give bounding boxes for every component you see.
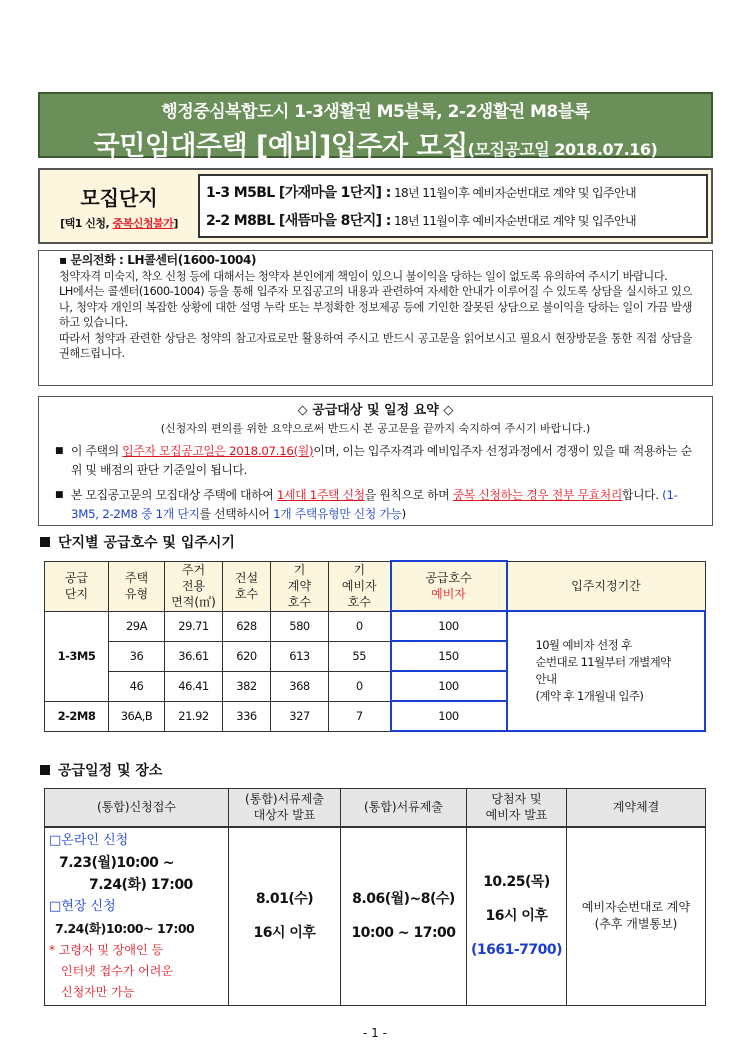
bullet-icon: ■ — [55, 490, 64, 500]
cell-complex: 2-2M8 — [45, 701, 109, 731]
cell-reserve: 55 — [329, 641, 391, 671]
cell-type: 29A — [109, 611, 165, 641]
cell-area: 46.41 — [165, 671, 223, 701]
cell-doc-submit: 8.06(월)~8(수) 10:00 ~ 17:00 — [341, 827, 467, 1006]
cell-reserve: 7 — [329, 701, 391, 731]
table-header-row — [45, 789, 706, 827]
summary-subtitle: (신청자의 편의를 위한 요약으로써 반드시 본 공고문을 끝까지 숙지하여 주시기 바랍니다.) — [160, 422, 591, 435]
contact-phone: ▪ 문의전화 : LH콜센터(1600-1004) — [59, 253, 257, 267]
cell-area: 36.61 — [165, 641, 223, 671]
notice-paragraph: LH에서는 콜센터(1600-1004) 등을 통해 입주자 모집공고의 내용과 관련하여 자세한 안내가 이루어질 수 있도록 상담을 실시하고 있으나, 청약자 개인의 복잡한 상황에 대한 설명 누락 또는 부정확한 정보제공 등에 기인한 잘못된 상담으로 불이익을 당하는 일이 가끔 발생하고 있습니다. — [59, 285, 692, 329]
col-header: 기 예비자 호수 — [329, 561, 391, 611]
col-header: (통합)서류제출 대상자 발표 — [229, 789, 341, 827]
summary-item: ■ 본 모집공고문의 모집대상 주택에 대하여 1세대 1주택 신청을 원칙으로 하며 중복 신청하는 경우 전부 무효처리합니다. (1-3M5, 2-2M8 중 1개 단지를 선택하시어 1개 주택유형만 신청 가능) — [55, 488, 678, 521]
col-header: 계약체결 — [567, 789, 706, 827]
col-header-supply: 공급호수 예비자 — [391, 561, 507, 611]
cell-type: 36 — [109, 641, 165, 671]
page-title: 국민임대주택 [예비]입주자 모집 — [93, 131, 468, 162]
complex-row: 2-2 M8BL [새뜸마을 8단지] : 18년 11월이후 예비자순번대로 계약 및 입주안내 — [206, 213, 637, 229]
title-line1: 행정중심복합도시 1-3생활권 M5블록, 2-2생활권 M8블록 — [161, 102, 590, 122]
contact-notice — [38, 250, 713, 386]
table-header-row — [45, 561, 706, 611]
complex-list — [198, 174, 708, 238]
section-title-schedule: 공급일정 및 장소 — [40, 760, 162, 780]
page-number: - 1 - — [363, 1026, 387, 1040]
col-header: 입주지정기간 — [507, 561, 706, 611]
title-line2 — [40, 124, 711, 163]
bullet-icon: ■ — [55, 446, 64, 456]
square-bullet-icon — [40, 765, 50, 775]
complex-label — [40, 170, 198, 242]
cell-supply: 100 — [391, 671, 507, 701]
cell-built: 336 — [223, 701, 271, 731]
table-row — [45, 827, 706, 1006]
summary-item: ■ 이 주택의 입주자 모집공고일은 2018.07.16(월)이며, 이는 입주자격과 예비입주자 선정과정에서 경쟁이 있을 때 적용하는 순위 및 배점의 판단 기준일이 됩니다. — [55, 444, 692, 477]
cell-built: 620 — [223, 641, 271, 671]
cell-type: 46 — [109, 671, 165, 701]
col-header: (통합)서류제출 — [341, 789, 467, 827]
cell-contracted: 368 — [271, 671, 329, 701]
title-banner — [38, 92, 713, 162]
cell-doc-announce: 8.01(수) 16시 이후 — [229, 827, 341, 1006]
square-bullet-icon — [40, 537, 50, 547]
cell-contract: 예비자순번대로 계약 (추후 개별통보) — [567, 827, 706, 1006]
complex-label-note: [택1 신청, 중복신청불가] — [60, 217, 178, 230]
col-header: 공급 단지 — [45, 561, 109, 611]
cell-complex: 1-3M5 — [45, 611, 109, 701]
cell-contracted: 580 — [271, 611, 329, 641]
cell-supply: 100 — [391, 701, 507, 731]
col-header: 주택 유형 — [109, 561, 165, 611]
cell-movein: 10월 예비자 선정 후 순번대로 11월부터 개별계약 안내 (계약 후 1개월내 입주) — [507, 611, 706, 731]
notice-paragraph: 따라서 청약과 관련한 상담은 청약의 참고자료로만 활용하여 주시고 반드시 공고문을 읽어보시고 필요시 현장방문을 통한 직접 상담을 권해드립니다. — [59, 331, 692, 360]
cell-apply: □온라인 신청 7.23(월)10:00 ~ 7.24(화) 17:00 □현장 신청 7.24(화)10:00~ 17:00 * 고령자 및 장애인 등 인터넷 접수가 어려운 신청자만 가능 — [45, 827, 229, 1006]
col-header: 기 계약 호수 — [271, 561, 329, 611]
col-header: 건설 호수 — [223, 561, 271, 611]
cell-area: 21.92 — [165, 701, 223, 731]
complex-box — [38, 168, 713, 244]
cell-area: 29.71 — [165, 611, 223, 641]
cell-built: 382 — [223, 671, 271, 701]
summary-title: ◇ 공급대상 및 일정 요약 ◇ — [297, 403, 454, 418]
col-header: 주거 전용 면적(㎡) — [165, 561, 223, 611]
col-header: (통합)신청접수 — [45, 789, 229, 827]
cell-built: 628 — [223, 611, 271, 641]
notice-paragraph: 청약자격 미숙지, 착오 신청 등에 대해서는 청약자 본인에게 책임이 있으니 불이익을 당하는 일이 없도록 유의하여 주시기 바랍니다. — [59, 269, 668, 283]
cell-supply: 150 — [391, 641, 507, 671]
cell-reserve: 0 — [329, 671, 391, 701]
table-row — [45, 611, 706, 641]
cell-contracted: 613 — [271, 641, 329, 671]
col-header: 당첨자 및 예비자 발표 — [467, 789, 567, 827]
complex-row: 1-3 M5BL [가재마을 1단지] : 18년 11월이후 예비자순번대로 계약 및 입주안내 — [206, 185, 637, 201]
cell-winner: 10.25(목) 16시 이후 (1661-7700) — [467, 827, 567, 1006]
supply-table — [44, 560, 706, 732]
cell-reserve: 0 — [329, 611, 391, 641]
complex-label-title: 모집단지 — [80, 186, 158, 210]
cell-contracted: 327 — [271, 701, 329, 731]
cell-type: 36A,B — [109, 701, 165, 731]
cell-supply: 100 — [391, 611, 507, 641]
announce-date: (모집공고일 2018.07.16) — [467, 140, 658, 159]
schedule-table — [44, 788, 706, 1006]
summary-box — [38, 396, 713, 526]
section-title-supply: 단지별 공급호수 및 입주시기 — [40, 532, 235, 552]
